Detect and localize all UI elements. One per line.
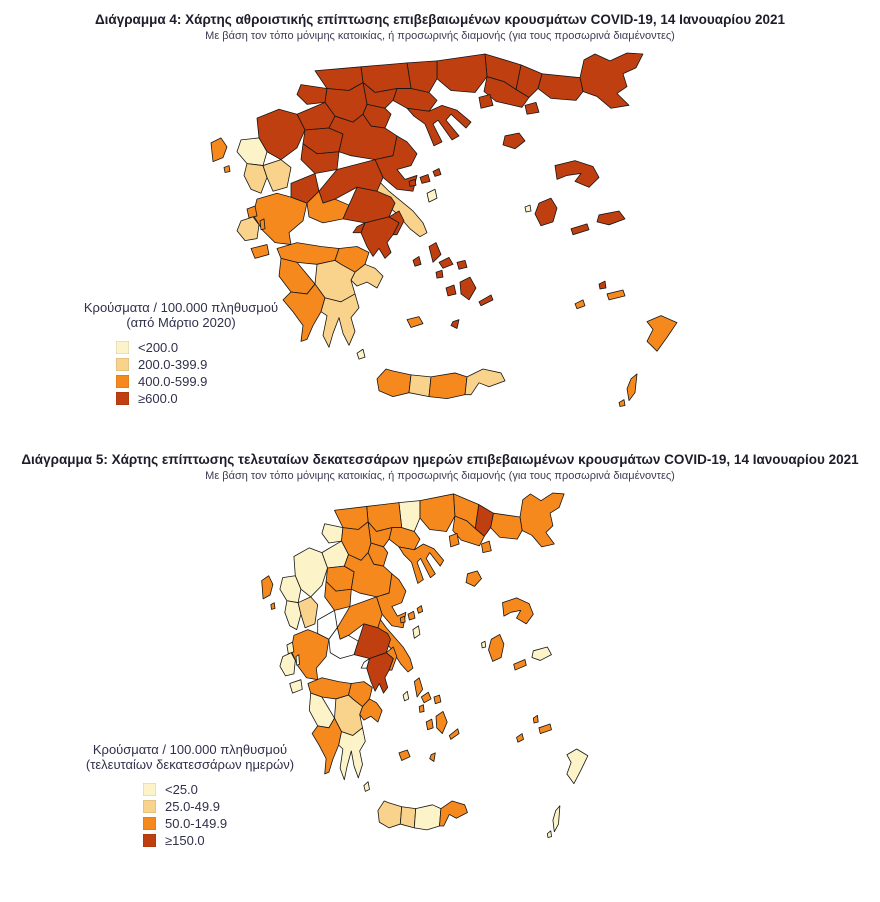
map5-region-karpathos [553,806,560,832]
map4-region-kea [413,256,421,266]
map5-region-skyros [413,626,420,639]
map5-region-lasithi [440,801,468,826]
legend-14day [50,742,330,849]
map4-region-samos [597,211,625,225]
map4-region-chalkidiki [407,105,471,145]
map4-region-ithaki [260,219,265,230]
map5-region-paxi [271,603,275,610]
map5-region-ikaria [514,659,527,670]
map4-region-rethymno [409,375,431,397]
map5-region-limnos [466,571,481,586]
map5-region-amorgos [449,729,459,740]
map5-region-thessaloniki [389,528,420,550]
map4-region-skyros [427,189,437,202]
map4-region-tinos [439,257,453,268]
legend-row [116,390,302,407]
legend-swatch-class1 [116,341,129,354]
legend-title [60,300,302,330]
legend-swatch-class3 [143,817,156,830]
map5-region-kos [539,724,552,734]
map5-region-mykonos [434,695,441,704]
map5-region-andros [414,678,422,697]
map5-region-naxos [436,711,447,733]
map5-region-santorini [430,753,436,762]
map4-region-karpathos [627,374,637,401]
map5-region-lefkada [287,642,294,654]
map5-region-heraklion [414,805,441,830]
map4-region-amorgos [479,295,493,306]
map5-region-paros [426,719,433,730]
map4-region-astypalea [575,300,585,309]
map4-region-kasos [619,400,625,407]
map5-region-lesvos [503,598,534,624]
map4-region-paxi [224,166,230,173]
map5-region-rhodope [491,513,522,539]
legend-title-line1: Κρούσματα / 100.000 πληθυσμού [83,300,279,315]
map5-region-arta [298,597,318,628]
legend-items [50,781,330,849]
map4-region-limnos [503,133,525,149]
figure4-subtitle: Με βάση τον τόπο μόνιμης κατοικίας, ή προσωρινής διαμονής (για τους προσωρινά διαμένοντες) [205,30,675,42]
map5-region-chania [378,801,402,828]
map5-region-samothraki [482,541,492,553]
map4-region-arta [263,160,291,192]
map5-region-rethymno [400,807,415,828]
map4-region-naxos [460,277,476,300]
map4-region-syros [436,270,443,278]
legend-swatch-class4 [116,392,129,405]
legend-row [143,798,330,815]
legend-swatch-class1 [143,783,156,796]
legend-row [116,339,302,356]
map4-region-samothraki [525,102,539,114]
map4-region-lasithi [465,369,505,395]
map4-region-paros [446,285,456,296]
map5-region-astypalea [517,734,524,743]
legend-cumulative [60,300,302,407]
map5-region-corfu [262,576,273,599]
map5-region-psara [482,641,486,648]
map5-region-tinos [421,692,431,703]
map5-region-aetolia_acarnania [291,630,329,680]
map4-region-heraklion [429,373,467,399]
map4-region-chios [535,198,557,226]
legend-label: ≥600.0 [138,391,178,406]
map4-region-kastoria [297,85,327,105]
map5-region-alonnisos [417,606,423,614]
legend-title-line2: (από Μάρτιο 2020) [126,315,236,330]
map4-region-kilkis [407,61,437,93]
map4-region-rhodes [647,316,677,352]
legend-label: <200.0 [138,340,179,355]
map4-region-kefalonia [237,217,259,241]
map5-region-kea [403,691,409,701]
legend-items [60,339,302,407]
map4-region-thessaloniki [393,89,437,112]
legend-label: ≥150.0 [165,833,205,848]
map4-region-milos [407,317,423,328]
map5-region-kalymnos [533,715,538,723]
legend-label: 200.0-399.9 [138,357,208,372]
legend-label: 50.0-149.9 [165,816,228,831]
map4-region-santorini [451,320,459,329]
map5-region-kythira [364,782,370,792]
map4-region-zakynthos [251,245,269,259]
map4-region-chania [377,369,411,397]
legend-row [143,832,330,849]
map5-region-laconia [339,728,366,780]
map5-region-chios [489,634,504,661]
map5-region-kefalonia [280,653,295,676]
legend-swatch-class4 [143,834,156,847]
legend-title-line2: (τελευταίων δεκατεσσάρων ημερών) [85,757,295,772]
map4-region-alonnisos [433,169,441,177]
legend-row [143,781,330,798]
legend-title [50,742,330,772]
map5-region-kasos [547,831,551,838]
map5-region-skopelos [408,611,415,620]
legend-swatch-class3 [116,375,129,388]
map4-region-kalymnos [599,281,606,289]
legend-row [116,373,302,390]
legend-swatch-class2 [143,800,156,813]
map5-region-rhodes [567,749,588,784]
figure5-subtitle: Με βάση τον τόπο μόνιμης κατοικίας, ή προσωρινής διαμονής (για τους προσωρινά διαμένοντες) [205,470,675,482]
map4-region-ikaria [571,224,589,235]
map4-region-corfu [211,138,227,162]
map4-region-evros [580,53,643,108]
legend-swatch-class2 [116,358,129,371]
map5-region-chalkidiki [399,544,444,583]
map5-region-samos [532,647,552,660]
map5-region-zakynthos [290,680,303,693]
legend-row [116,356,302,373]
map5-region-syros [419,705,424,713]
map4-region-psara [525,205,531,212]
map5-region-kilkis [399,501,420,532]
map4-region-lefkada [247,206,257,218]
legend-title-line1: Κρούσματα / 100.000 πληθυσμού [92,742,288,757]
map4-region-skopelos [420,174,430,183]
legend-label: 400.0-599.9 [138,374,208,389]
map4-region-kythira [357,349,365,359]
map5-region-ithaki [296,655,300,666]
map4-region-rhodope [538,74,583,101]
map5-region-thasos [449,533,459,546]
map5-region-kastoria [322,524,343,543]
map4-region-laconia [321,294,359,347]
map4-region-lesvos [555,161,599,188]
legend-label: 25.0-49.9 [165,799,220,814]
map4-region-andros [429,243,441,263]
map5-region-serres [420,494,455,532]
map4-region-aetolia_acarnania [253,193,307,244]
legend-label: <25.0 [165,782,198,797]
map5-region-milos [399,750,410,761]
legend-row [143,815,330,832]
figure5-title: Διάγραμμα 5: Χάρτης επίπτωσης τελευταίων δεκατεσσάρων ημερών επιβεβαιωμένων κρουσμάτων COVID-19, 14 Ιανουαρίου 2021 [21,452,859,467]
map4-region-mykonos [457,260,467,269]
map4-region-kos [607,290,625,300]
map4-region-serres [437,54,487,93]
figure4-title: Διάγραμμα 4: Χάρτης αθροιστικής επίπτωσης επιβεβαιωμένων κρουσμάτων COVID-19, 14 Ιανουαρίου 2021 [94,12,786,27]
map5-region-evros [520,493,564,547]
map4-region-thasos [479,94,493,108]
